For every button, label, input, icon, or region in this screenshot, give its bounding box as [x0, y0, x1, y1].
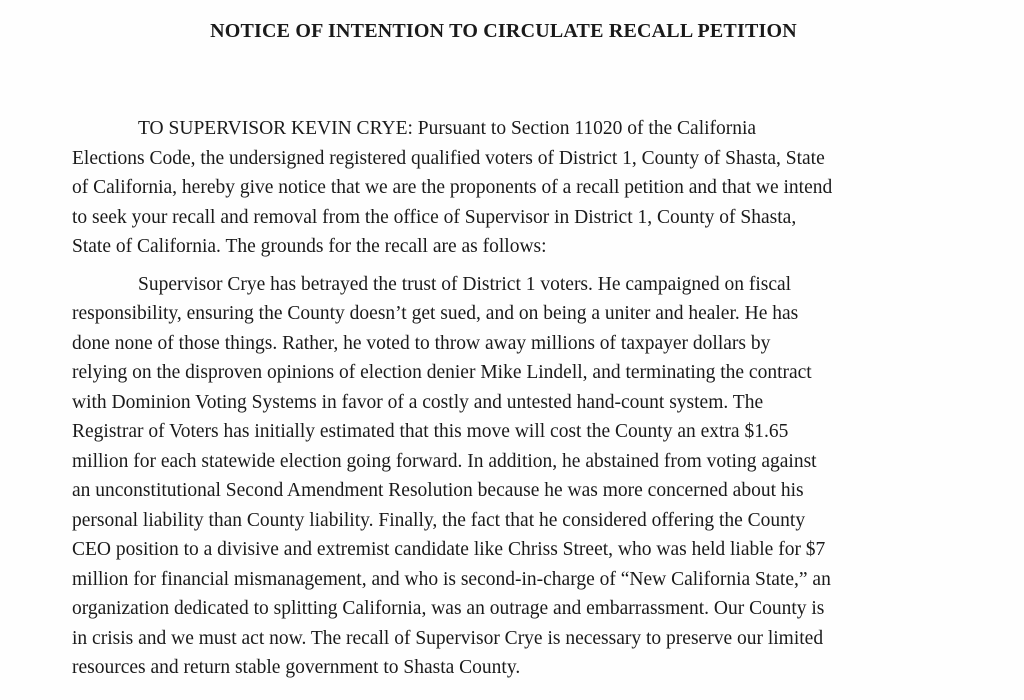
paragraph-line: to seek your recall and removal from the office of Supervisor in District 1, County of Shasta, [72, 206, 797, 228]
paragraph-line: an unconstitutional Second Amendment Resolution because he was more concerned about his [72, 480, 804, 501]
document-title: NOTICE OF INTENTION TO CIRCULATE RECALL PETITION [210, 20, 797, 42]
document-body [72, 114, 952, 683]
paragraph-notice [72, 114, 952, 262]
paragraph-line: TO SUPERVISOR KEVIN CRYE: Pursuant to Section 11020 of the California [138, 118, 757, 139]
paragraph-line: with Dominion Voting Systems in favor of a costly and untested hand-count system. The [72, 391, 764, 413]
paragraph-line: Registrar of Voters has initially estimated that this move will cost the County an extra $1.65 [72, 421, 789, 442]
paragraph-line: organization dedicated to splitting California, was an outrage and embarrassment. Our County is [72, 598, 825, 619]
paragraph-line: resources and return stable government to Shasta County. [72, 657, 521, 678]
paragraph-line: Elections Code, the undersigned registered qualified voters of District 1, County of Shasta, State [72, 147, 825, 169]
paragraph-spacer [72, 262, 952, 270]
paragraph-grounds [72, 270, 952, 683]
paragraph-line: of California, hereby give notice that we are the proponents of a recall petition and that we intend [72, 177, 833, 198]
paragraph-line: relying on the disproven opinions of election denier Mike Lindell, and terminating the contract [72, 362, 812, 383]
paragraph-line: done none of those things. Rather, he voted to throw away millions of taxpayer dollars by [72, 332, 771, 354]
paragraph-line: CEO position to a divisive and extremist candidate like Chriss Street, who was held liable for $7 [72, 539, 826, 560]
paragraph-line: million for financial mismanagement, and who is second-in-charge of “New California State,” an [72, 568, 831, 590]
paragraph-line: in crisis and we must act now. The recall of Supervisor Crye is necessary to preserve our limited [72, 627, 824, 649]
paragraph-line: personal liability than County liability. Finally, the fact that he considered offering the County [72, 509, 806, 531]
paragraph-line: Supervisor Crye has betrayed the trust of District 1 voters. He campaigned on fiscal [138, 273, 792, 295]
paragraph-line: million for each statewide election going forward. In addition, he abstained from voting against [72, 450, 817, 472]
paragraph-line: State of California. The grounds for the recall are as follows: [72, 236, 547, 257]
paragraph-line: responsibility, ensuring the County doesn’t get sued, and on being a uniter and healer. He has [72, 303, 799, 324]
